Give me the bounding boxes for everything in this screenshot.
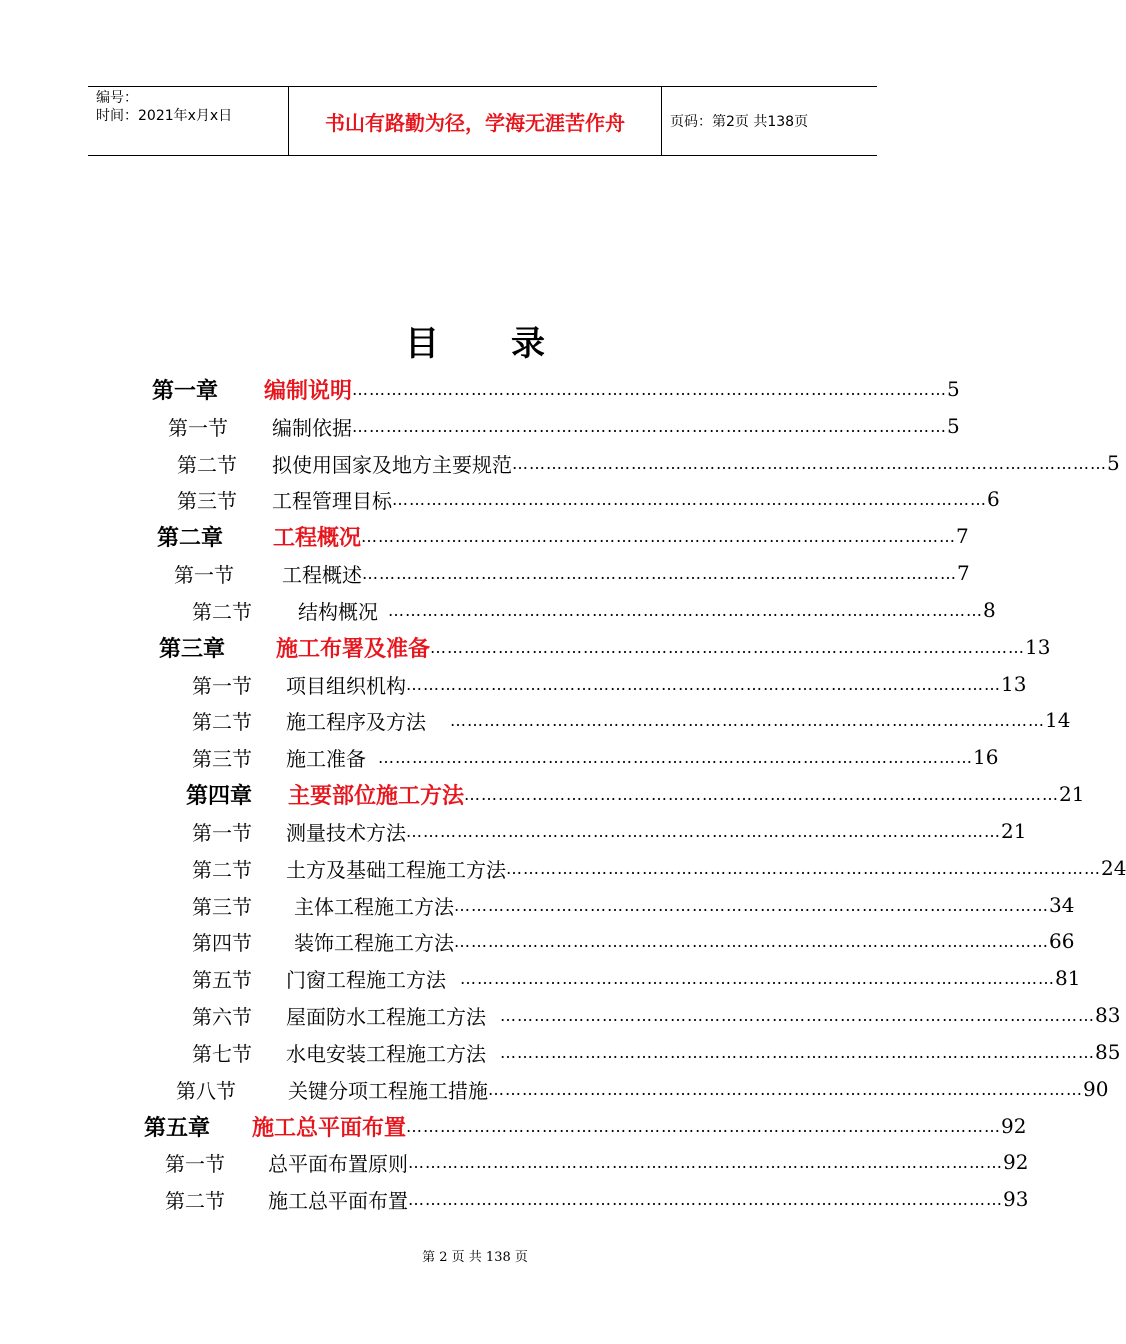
toc-entry[interactable]: [192, 888, 1075, 922]
toc-entry-label: 第二章: [157, 525, 224, 551]
toc-entry-label: 第五章: [144, 1115, 211, 1141]
toc-entry-title: 工程概况: [273, 525, 362, 551]
toc-entry[interactable]: [192, 814, 1027, 848]
toc-entry-title: 装饰工程施工方法: [294, 930, 454, 955]
page-header: [88, 86, 877, 156]
toc-entry-label: 第二节: [192, 709, 252, 734]
toc-entry-page: 34: [1049, 893, 1075, 917]
toc-entry[interactable]: [192, 593, 996, 627]
page-footer: 第 2 页 共 138 页: [422, 1250, 528, 1265]
toc-entry[interactable]: [192, 924, 1075, 958]
toc-entry-page: 92: [1003, 1150, 1029, 1174]
toc-leader-dots: ……………………………………………………………………………………………: [406, 674, 1001, 694]
toc-entry[interactable]: [159, 630, 1051, 664]
header-meta-cell: [88, 87, 289, 155]
toc-entry[interactable]: [144, 1109, 1027, 1143]
toc-entry[interactable]: [192, 851, 1126, 885]
toc-leader-dots: ……………………………………………………………………………………………: [406, 821, 1001, 841]
toc-entry[interactable]: [192, 667, 1027, 701]
toc-entry-page: 90: [1083, 1077, 1109, 1101]
toc-entry-title: 屋面防水工程施工方法: [286, 1004, 486, 1029]
toc-entry-label: 第四章: [186, 783, 253, 809]
toc-entry-page: 66: [1049, 929, 1075, 953]
toc-entry-page: 21: [1001, 819, 1027, 843]
toc-entry-title: 工程概述: [282, 562, 362, 587]
toc-entry-label: 第一章: [152, 378, 219, 404]
toc-entry-label: 第一节: [165, 1151, 225, 1176]
toc-entry-page: 92: [1001, 1114, 1027, 1138]
toc-leader-dots: ……………………………………………………………………………………………: [352, 379, 948, 399]
toc-entry-title: 施工布署及准备: [276, 636, 431, 662]
toc-entry-title: 总平面布置原则: [268, 1151, 408, 1176]
toc-entry-title: 关键分项工程施工措施: [288, 1078, 488, 1103]
toc-entry[interactable]: [165, 1182, 1029, 1216]
toc-entry-title: 编制说明: [264, 378, 353, 404]
toc-entry-page: 5: [1107, 451, 1120, 475]
toc-entry-page: 14: [1045, 708, 1071, 732]
toc-leader-dots: ……………………………………………………………………………………………: [406, 1116, 1002, 1136]
toc-entry-page: 83: [1095, 1003, 1121, 1027]
toc-entry-title: 主体工程施工方法: [294, 894, 454, 919]
toc-entry-page: 6: [987, 487, 1000, 511]
toc-leader-dots: ……………………………………………………………………………………………: [408, 1152, 1003, 1172]
toc-entry-title: 拟使用国家及地方主要规范: [272, 452, 512, 477]
toc-leader-dots: ……………………………………………………………………………………………: [450, 710, 1045, 730]
toc-entry-page: 93: [1003, 1187, 1029, 1211]
toc-entry-label: 第一节: [174, 562, 234, 587]
toc-entry[interactable]: [174, 556, 970, 590]
toc-entry-title: 土方及基础工程施工方法: [286, 857, 506, 882]
toc-entry[interactable]: [152, 372, 960, 406]
toc-entry[interactable]: [177, 482, 1000, 516]
toc-entry-title: 门窗工程施工方法: [286, 967, 446, 992]
toc-entry-label: 第二节: [192, 857, 252, 882]
toc-leader-dots: ……………………………………………………………………………………………: [362, 563, 957, 583]
toc-entry-title: 水电安装工程施工方法: [286, 1041, 486, 1066]
toc-entry[interactable]: [192, 1035, 1121, 1069]
toc-entry-label: 第八节: [176, 1078, 236, 1103]
toc-leader-dots: ……………………………………………………………………………………………: [500, 1042, 1095, 1062]
toc-entry-title: 项目组织机构: [286, 673, 406, 698]
toc-entry-title: 施工总平面布置: [268, 1188, 408, 1213]
toc-leader-dots: ……………………………………………………………………………………………: [388, 600, 983, 620]
toc-entry-label: 第二节: [177, 452, 237, 477]
toc-entry-label: 第一节: [192, 820, 252, 845]
toc-entry-label: 第三节: [192, 746, 252, 771]
toc-entry-page: 16: [973, 745, 999, 769]
toc-leader-dots: ……………………………………………………………………………………………: [408, 1189, 1003, 1209]
toc-entry[interactable]: [176, 1072, 1109, 1106]
toc-entry-title: 工程管理目标: [272, 488, 392, 513]
toc-entry-label: 第四节: [192, 930, 252, 955]
toc-entry-page: 13: [1025, 635, 1051, 659]
toc-leader-dots: ……………………………………………………………………………………………: [454, 895, 1049, 915]
toc-entry-page: 5: [947, 414, 960, 438]
toc-entry-label: 第一节: [192, 673, 252, 698]
toc-entry-page: 24: [1101, 856, 1126, 880]
toc-entry-title: 结构概况: [298, 599, 378, 624]
toc-entry[interactable]: [165, 1145, 1029, 1179]
toc-leader-dots: ……………………………………………………………………………………………: [352, 416, 947, 436]
toc-leader-dots: ……………………………………………………………………………………………: [512, 453, 1107, 473]
toc-entry-title: 施工准备: [286, 746, 366, 771]
toc-entry-label: 第二节: [192, 599, 252, 624]
toc-entry-page: 13: [1001, 672, 1027, 696]
toc-leader-dots: ……………………………………………………………………………………………: [361, 526, 957, 546]
toc-entry-label: 第三节: [192, 894, 252, 919]
header-page-number: 页码：第2页 共138页: [670, 114, 809, 130]
toc-entry-page: 85: [1095, 1040, 1121, 1064]
toc-entry[interactable]: [192, 998, 1121, 1032]
toc-leader-dots: ……………………………………………………………………………………………: [460, 968, 1055, 988]
toc-leader-dots: ……………………………………………………………………………………………: [464, 784, 1060, 804]
toc-entry-label: 第二节: [165, 1188, 225, 1213]
toc-entry-title: 测量技术方法: [286, 820, 406, 845]
toc-entry-label: 第三节: [177, 488, 237, 513]
toc-leader-dots: ……………………………………………………………………………………………: [392, 489, 987, 509]
toc-leader-dots: ……………………………………………………………………………………………: [430, 637, 1026, 657]
toc-entry-page: 21: [1059, 782, 1085, 806]
toc-leader-dots: ……………………………………………………………………………………………: [506, 858, 1101, 878]
toc-entry-label: 第三章: [159, 636, 226, 662]
toc-entry-label: 第五节: [192, 967, 252, 992]
toc-entry-page: 5: [947, 377, 960, 401]
toc-entry-page: 8: [983, 598, 996, 622]
toc-entry[interactable]: [177, 446, 1120, 480]
toc-entry-label: 第六节: [192, 1004, 252, 1029]
toc-entry-page: 81: [1055, 966, 1081, 990]
toc-entry-page: 7: [956, 524, 969, 548]
toc-leader-dots: ……………………………………………………………………………………………: [378, 747, 973, 767]
toc-entry[interactable]: [192, 740, 999, 774]
toc-entry[interactable]: [192, 703, 1071, 737]
document-date-label: 时间：2021年x月x日: [96, 108, 233, 124]
toc-leader-dots: ……………………………………………………………………………………………: [488, 1079, 1083, 1099]
toc-title-char-2: 录: [511, 324, 545, 364]
header-motto: 书山有路勤为径，学海无涯苦作舟: [289, 87, 662, 155]
toc-entry-page: 7: [957, 561, 970, 585]
toc-leader-dots: ……………………………………………………………………………………………: [500, 1005, 1095, 1025]
toc-title: [0, 316, 950, 365]
toc-entry-title: 施工程序及方法: [286, 709, 426, 734]
toc-entry[interactable]: [168, 409, 960, 443]
toc-entry-title: 主要部位施工方法: [288, 783, 465, 809]
toc-entry-label: 第一节: [168, 415, 228, 440]
toc-title-char-1: 目: [405, 324, 439, 364]
toc-leader-dots: ……………………………………………………………………………………………: [454, 931, 1049, 951]
toc-entry[interactable]: [186, 777, 1085, 811]
toc-entry-title: 施工总平面布置: [252, 1115, 407, 1141]
toc-entry[interactable]: [157, 519, 969, 553]
toc-entry[interactable]: [192, 961, 1081, 995]
document-number-label: 编号：: [96, 90, 138, 106]
toc-entry-label: 第七节: [192, 1041, 252, 1066]
toc-entry-title: 编制依据: [272, 415, 352, 440]
